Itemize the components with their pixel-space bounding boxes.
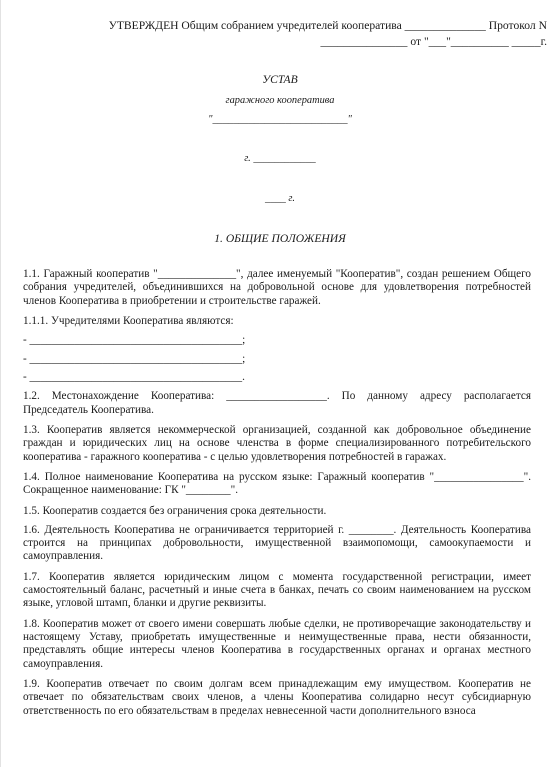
approval-line-1: УТВЕРЖДЕН Общим собранием учредителей кооператива ______________ Протокол N (108, 19, 547, 32)
paragraph-1-4: 1.4. Полное наименование Кооператива на русском языке: Гаражный кооператив "________________". Сокращенное наименование: ГК "________". (23, 471, 531, 497)
approval-block (49, 18, 547, 49)
founder-blank-1: - ______________________________________; (23, 333, 246, 346)
founder-blank-3: - ______________________________________. (23, 371, 245, 384)
paragraph-1-1-1: 1.1.1. Учредителями Кооператива являются: (23, 315, 234, 328)
city-blank: г. ____________ (244, 153, 316, 164)
paragraph-1-2: 1.2. Местонахождение Кооператива: __________________. По данному адресу располагается Председатель Кооператива. (23, 390, 531, 416)
section-heading: 1. ОБЩИЕ ПОЛОЖЕНИЯ (214, 232, 346, 245)
founder-blank-2: - ______________________________________; (23, 352, 246, 365)
document-body (23, 268, 531, 725)
paragraph-1-1: 1.1. Гаражный кооператив "______________", далее именуемый "Кооператив", создан решением Общего собрания учредителей, объединившихся на добровольной основе для удовлетворения потребностей членов Кооператива в приобретении и строительстве гаражей. (23, 268, 531, 307)
charter-subtitle: гаражного кооператива (225, 95, 335, 106)
approval-line-2: _______________ от "___"__________ _____г. (320, 34, 547, 48)
cooperative-name-blank: "__________________________" (208, 114, 352, 125)
paragraph-1-9: 1.9. Кооператив отвечает по своим долгам всем принадлежащим ему имуществом. Кооператив не отвечает по обязательствам своих членов, а члены Кооператива солидарно несут субсидиарную ответственность по его обязательствам в пределах невнесенной части дополнительного взноса (23, 678, 531, 717)
year-blank: ____ г. (265, 193, 295, 204)
paragraph-1-5: 1.5. Кооператив создается без ограничения срока деятельности. (23, 504, 327, 517)
paragraph-1-8: 1.8. Кооператив может от своего имени совершать любые сделки, не противоречащие законодательству и настоящему Уставу, приобретать имущественные и неимущественные права, нести обязанности, представлять общие интересы членов Кооператива в государственных органах и органах местного самоуправления. (23, 617, 531, 670)
paragraph-1-6: 1.6. Деятельность Кооператива не ограничивается территорией г. ________. Деятельность Кооператива строится на принципах добровольности, имущественной взаимопомощи, самоокупаемости и самоуправления. (23, 523, 531, 563)
charter-title: УСТАВ (262, 73, 298, 86)
paragraph-1-3: 1.3. Кооператив является некоммерческой организацией, созданной как добровольное объединение граждан и юридических лиц на основе членства в форме специализированного потребительского кооператива - гаражного кооператива - с целью удовлетворения потребностей в гаражах. (23, 424, 531, 463)
paragraph-1-7: 1.7. Кооператив является юридическим лицом с момента государственной регистрации, имеет самостоятельный баланс, расчетный и иные счета в банках, печать со своим наименованием на русском языке, угловой штамп, бланки и другие реквизиты. (23, 570, 531, 610)
